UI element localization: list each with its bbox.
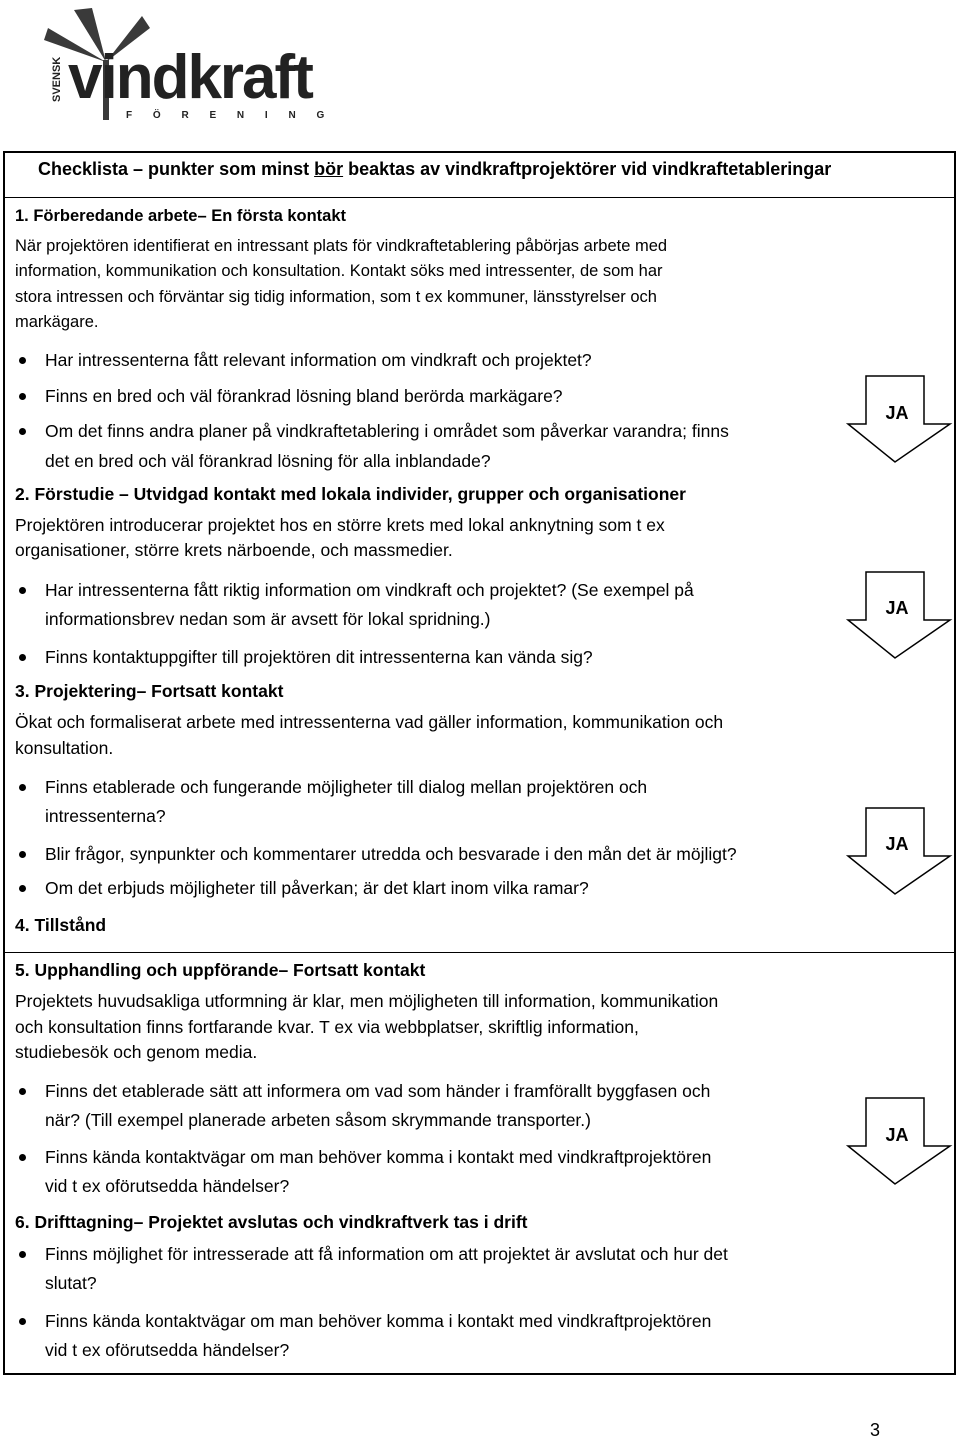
section4-divider [3,952,956,953]
bullet-icon [19,885,26,892]
section6-heading: 6. Drifttagning– Projektet avslutas och vindkraftverk tas i drift [15,1212,528,1232]
bullet-icon [19,587,26,594]
bullet-icon [19,428,26,435]
section2-paragraph-line: organisationer, större krets närboende, och massmedier. [15,540,453,560]
section6-bullet: Finns möjlighet för intresserade att få information om att projektet är avslutat och hur det [45,1244,728,1264]
section5-paragraph-line: Projektets huvudsakliga utformning är klar, men möjligheten till information, kommunikation [15,991,719,1011]
section5-heading: 5. Upphandling och uppförande– Fortsatt kontakt [15,960,426,980]
bullet-icon [19,784,26,791]
logo-svensk: SVENSK [51,56,63,102]
bullet-icon [19,654,26,661]
checklist-title: Checklista – punkter som minst bör beaktas av vindkraftprojektörer vid vindkraftetableringar [38,159,832,179]
ja-label: JA [885,598,909,618]
bullet-icon [19,1088,26,1095]
section5-paragraph-line: studiebesök och genom media. [15,1042,258,1062]
section3-heading: 3. Projektering– Fortsatt kontakt [15,681,284,701]
section1-paragraph-line: stora intressen och förväntar sig tidig information, som t ex kommuner, länsstyrelser och [15,288,657,306]
section2-heading: 2. Förstudie – Utvidgad kontakt med lokala individer, grupper och organisationer [15,484,686,504]
section3-bullet: Om det erbjuds möjligheter till påverkan; är det klart inom vilka ramar? [45,878,589,898]
section6-bullet: Finns kända kontaktvägar om man behöver komma i kontakt med vindkraftprojektören [45,1311,712,1331]
section1-bullet: Har intressenterna fått relevant information om vindkraft och projektet? [45,350,592,370]
section1-bullet: Om det finns andra planer på vindkraftetablering i området som påverkar varandra; finns [45,421,729,441]
section5-bullet-continued: när? (Till exempel planerade arbeten såsom skrymmande transporter.) [45,1110,591,1130]
section2-bullet-continued: informationsbrev nedan som är avsett för lokal spridning.) [45,609,491,629]
section2-paragraph-line: Projektören introducerar projektet hos en större krets med lokal anknytning som t ex [15,515,665,535]
section3-bullet: Finns etablerade och fungerande möjligheter till dialog mellan projektören och [45,777,648,797]
page-number: 3 [869,1420,880,1440]
section1-paragraph-line: markägare. [15,313,99,331]
section1-paragraph-line: information, kommunikation och konsultation. Kontakt söks med intressenter, de som har [15,262,663,280]
bullet-icon [19,851,26,858]
section1-heading: 1. Förberedande arbete– En första kontakt [15,207,347,225]
ja-label: JA [885,834,909,854]
section3-paragraph-line: Ökat och formaliserat arbete med intressenterna vad gäller information, kommunikation och [15,712,724,732]
section5-bullet-continued: vid t ex oförutsedda händelser? [45,1176,290,1196]
logo-sub: F Ö R E N I N G [126,110,334,121]
ja-label: JA [885,403,909,423]
ja-label: JA [885,1125,909,1145]
section1-bullet: Finns en bred och väl förankrad lösning bland berörda markägare? [45,386,563,406]
bullet-icon [19,357,26,364]
section6-bullet-continued: slutat? [45,1273,97,1293]
title-divider [3,197,956,198]
section2-bullet: Finns kontaktuppgifter till projektören dit intressenterna kan vända sig? [45,647,593,667]
bullet-icon [19,1251,26,1258]
svensk-vindkraftforening-logo [14,4,344,126]
section3-paragraph-line: konsultation. [15,738,114,758]
section5-bullet: Finns kända kontaktvägar om man behöver komma i kontakt med vindkraftprojektören [45,1147,712,1167]
section6-bullet-continued: vid t ex oförutsedda händelser? [45,1340,290,1360]
section5-paragraph-line: och konsultation finns fortfarande kvar. T ex via webbplatser, skriftlig information, [15,1017,639,1037]
logo-name: vindkraft [68,43,312,112]
section1-paragraph-line: När projektören identifierat en intressant plats för vindkraftetablering påbörjas arbete med [15,237,668,255]
section1-bullet-continued: det en bred och väl förankrad lösning för alla inblandade? [45,451,491,471]
bullet-icon [19,1318,26,1325]
section3-bullet-continued: intressenterna? [45,806,166,826]
section5-bullet: Finns det etablerade sätt att informera om vad som händer i framförallt byggfasen och [45,1081,711,1101]
bullet-icon [19,1154,26,1161]
bullet-icon [19,393,26,400]
section4-heading: 4. Tillstånd [15,915,107,935]
section2-bullet: Har intressenterna fått riktig information om vindkraft och projektet? (Se exempel på [45,580,694,600]
section3-bullet: Blir frågor, synpunkter och kommentarer utredda och besvarade i den mån det är möjligt? [45,844,737,864]
